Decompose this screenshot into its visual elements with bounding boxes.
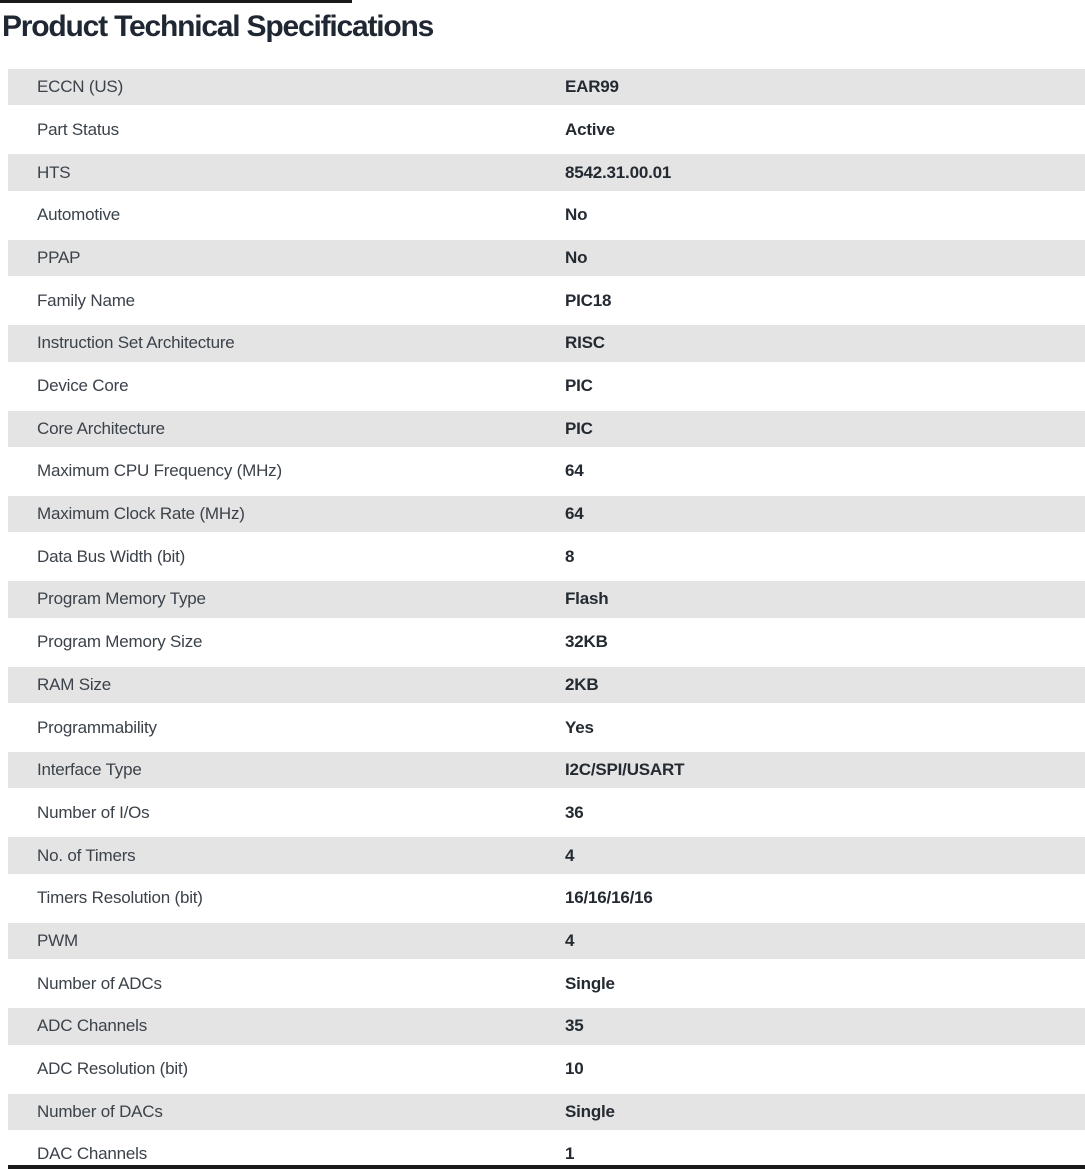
spec-label: Number of ADCs bbox=[37, 973, 162, 993]
spec-label: Data Bus Width (bit) bbox=[37, 546, 186, 566]
table-row bbox=[8, 69, 1085, 105]
table-row bbox=[8, 880, 1085, 916]
table-row bbox=[8, 752, 1085, 788]
spec-label: RAM Size bbox=[37, 674, 111, 694]
spec-value: No bbox=[565, 247, 588, 267]
spec-label: Maximum Clock Rate (MHz) bbox=[37, 504, 245, 524]
table-row bbox=[8, 368, 1085, 404]
spec-label: Instruction Set Architecture bbox=[37, 333, 235, 353]
table-row bbox=[8, 1008, 1085, 1044]
spec-value: 35 bbox=[565, 1016, 584, 1036]
spec-label: HTS bbox=[37, 162, 71, 182]
table-row bbox=[8, 325, 1085, 361]
spec-value: Active bbox=[565, 119, 615, 139]
spec-table bbox=[8, 69, 1085, 1169]
spec-label: DAC Channels bbox=[37, 1144, 148, 1164]
spec-value: PIC bbox=[565, 376, 593, 395]
spec-value: Single bbox=[565, 1101, 615, 1121]
table-row bbox=[8, 581, 1085, 617]
bottom-divider-strip bbox=[8, 1165, 1085, 1169]
spec-label: ADC Resolution (bit) bbox=[37, 1059, 188, 1078]
table-row bbox=[8, 154, 1085, 190]
spec-label: Program Memory Size bbox=[37, 632, 203, 652]
table-row bbox=[8, 1094, 1085, 1130]
table-row bbox=[8, 282, 1085, 318]
spec-value: 2KB bbox=[565, 674, 599, 694]
spec-value: 64 bbox=[565, 461, 584, 481]
spec-label: Device Core bbox=[37, 376, 129, 395]
spec-value: 16/16/16/16 bbox=[565, 888, 653, 908]
spec-label: Number of I/Os bbox=[37, 802, 150, 822]
spec-value: 4 bbox=[565, 845, 575, 865]
spec-label: ADC Channels bbox=[37, 1016, 148, 1036]
spec-value: I2C/SPI/USART bbox=[565, 760, 685, 780]
spec-value: 1 bbox=[565, 1144, 575, 1164]
table-row bbox=[8, 197, 1085, 233]
spec-value: 10 bbox=[565, 1059, 584, 1078]
spec-value: 8542.31.00.01 bbox=[565, 162, 672, 182]
spec-value: PIC bbox=[565, 418, 593, 438]
spec-value: Yes bbox=[565, 717, 594, 737]
table-row bbox=[8, 496, 1085, 532]
spec-value: Single bbox=[565, 973, 615, 993]
page-title: Product Technical Specifications bbox=[2, 10, 434, 43]
spec-label: PWM bbox=[37, 930, 78, 950]
spec-value: 64 bbox=[565, 504, 584, 524]
spec-label: Family Name bbox=[37, 290, 135, 310]
spec-label: Number of DACs bbox=[37, 1101, 163, 1121]
spec-label: Core Architecture bbox=[37, 418, 165, 438]
spec-label: Programmability bbox=[37, 717, 157, 737]
spec-label: Part Status bbox=[37, 119, 119, 139]
spec-value: 36 bbox=[565, 802, 584, 822]
table-row bbox=[8, 667, 1085, 703]
table-row bbox=[8, 837, 1085, 873]
spec-label: Interface Type bbox=[37, 760, 142, 780]
table-row bbox=[8, 112, 1085, 148]
spec-label: PPAP bbox=[37, 247, 81, 267]
table-row bbox=[8, 240, 1085, 276]
spec-value: PIC18 bbox=[565, 290, 612, 310]
table-row bbox=[8, 539, 1085, 575]
table-row bbox=[8, 709, 1085, 745]
table-row bbox=[8, 624, 1085, 660]
table-row bbox=[8, 411, 1085, 447]
spec-value: EAR99 bbox=[565, 77, 619, 97]
spec-label: Automotive bbox=[37, 205, 121, 225]
table-row bbox=[8, 923, 1085, 959]
spec-value: Flash bbox=[565, 589, 609, 609]
spec-label: Timers Resolution (bit) bbox=[37, 888, 203, 908]
spec-label: ECCN (US) bbox=[37, 77, 124, 97]
table-row bbox=[8, 965, 1085, 1001]
spec-value: 4 bbox=[565, 930, 575, 950]
table-row bbox=[8, 795, 1085, 831]
top-divider-strip bbox=[0, 0, 352, 3]
table-row bbox=[8, 453, 1085, 489]
table-row bbox=[8, 1051, 1085, 1087]
spec-value: No bbox=[565, 205, 588, 225]
spec-value: 32KB bbox=[565, 632, 608, 652]
spec-label: No. of Timers bbox=[37, 845, 136, 865]
spec-value: RISC bbox=[565, 333, 605, 353]
spec-value: 8 bbox=[565, 546, 575, 566]
spec-label: Maximum CPU Frequency (MHz) bbox=[37, 461, 282, 481]
spec-label: Program Memory Type bbox=[37, 589, 206, 609]
